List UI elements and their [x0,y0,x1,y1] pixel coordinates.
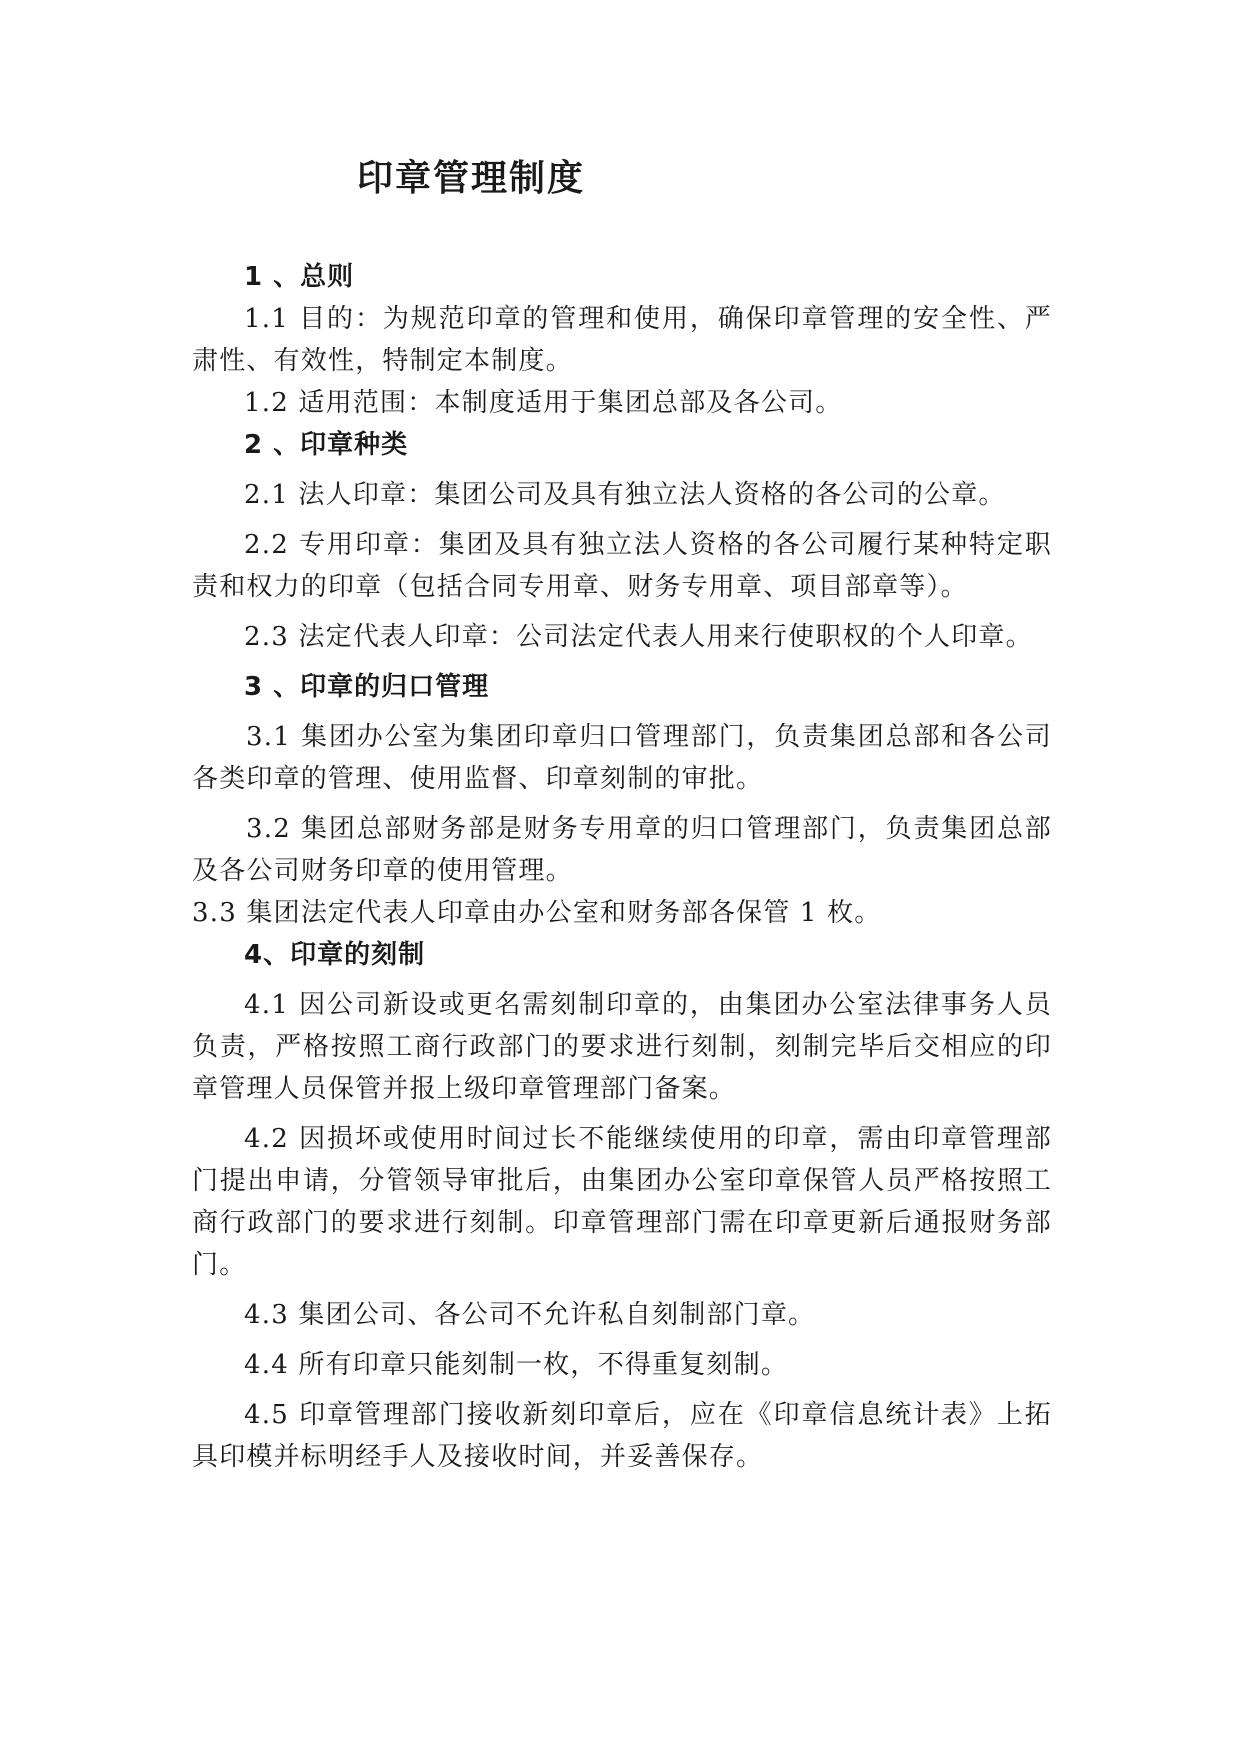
paragraph-3-1: 3.1 集团办公室为集团印章归口管理部门，负责集团总部和各公司各类印章的管理、使用监督、印章刻制的审批。 [192,722,1052,794]
section-heading-centralized-management: 3 、印章的归口管理 [244,672,490,702]
paragraph-4-5: 4.5 印章管理部门接收新刻印章后，应在《印章信息统计表》上拓具印模并标明经手人及接收时间，并妥善保存。 [192,1400,1052,1472]
paragraph-3-3: 3.3 集团法定代表人印章由办公室和财务部各保管 1 枚。 [192,898,882,928]
paragraph-1-2: 1.2 适用范围：本制度适用于集团总部及各公司。 [244,388,843,418]
paragraph-2-1: 2.1 法人印章：集团公司及具有独立法人资格的各公司的公章。 [244,480,1006,510]
section-heading-general: 1 、总则 [244,262,355,292]
paragraph-3-2: 3.2 集团总部财务部是财务专用章的归口管理部门，负责集团总部及各公司财务印章的使用管理。 [192,814,1052,886]
paragraph-4-4: 4.4 所有印章只能刻制一枚，不得重复刻制。 [244,1350,789,1380]
section-heading-seal-engraving: 4、印章的刻制 [244,940,426,970]
document-title: 印章管理制度 [357,158,586,199]
section-heading-seal-types: 2 、印章种类 [244,430,409,460]
document-body [192,256,1052,1478]
paragraph-2-2: 2.2 专用印章：集团及具有独立法人资格的各公司履行某种特定职责和权力的印章（包括合同专用章、财务专用章、项目部章等）。 [192,530,1052,602]
paragraph-1-1: 1.1 目的：为规范印章的管理和使用，确保印章管理的安全性、严肃性、有效性，特制定本制度。 [192,304,1052,376]
paragraph-4-2: 4.2 因损坏或使用时间过长不能继续使用的印章，需由印章管理部门提出申请，分管领导审批后，由集团办公室印章保管人员严格按照工商行政部门的要求进行刻制。印章管理部门需在印章更新后通报财务部门。 [192,1124,1052,1280]
paragraph-4-1: 4.1 因公司新设或更名需刻制印章的，由集团办公室法律事务人员负责，严格按照工商行政部门的要求进行刻制，刻制完毕后交相应的印章管理人员保管并报上级印章管理部门备案。 [192,990,1052,1104]
paragraph-2-3: 2.3 法定代表人印章：公司法定代表人用来行使职权的个人印章。 [244,622,1033,652]
paragraph-4-3: 4.3 集团公司、各公司不允许私自刻制部门章。 [244,1300,816,1330]
